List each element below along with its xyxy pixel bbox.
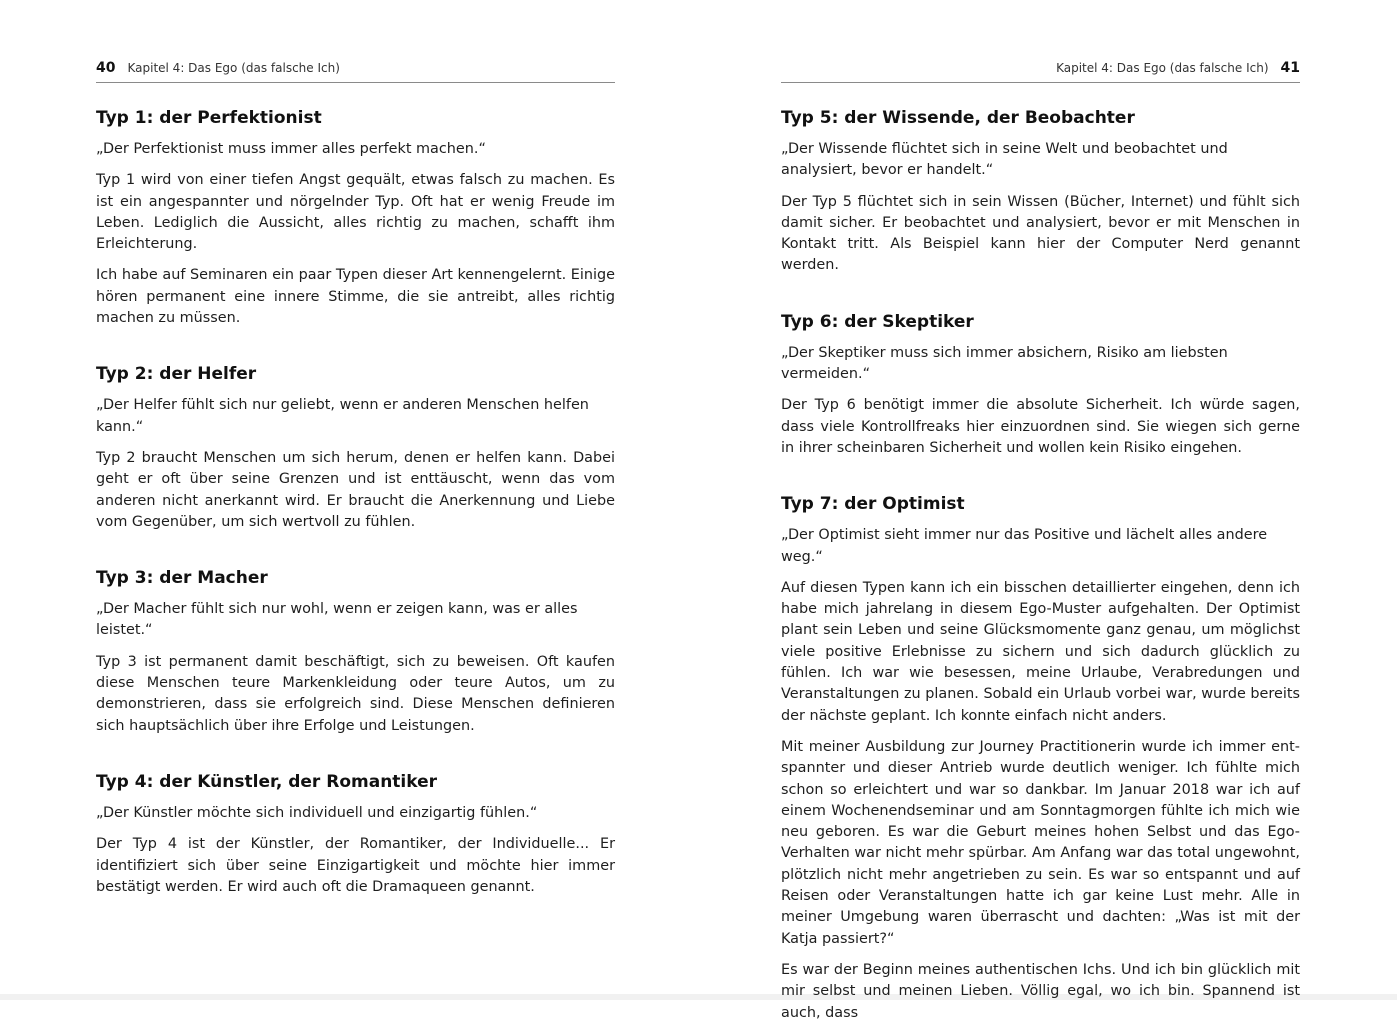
section-typ-7 bbox=[781, 493, 1300, 1024]
right-page bbox=[781, 60, 1300, 1024]
section-heading: Typ 4: der Künstler, der Romantiker bbox=[96, 771, 438, 792]
page-number: 41 bbox=[1280, 60, 1300, 76]
running-head bbox=[781, 60, 1300, 83]
paragraph: Der Typ 5 flüchtet sich in sein Wissen (Bücher, Internet) und fühlt sich damit sicher. Er beobachtet und analysiert, bevor er mit Menschen in Kontakt tritt. Als Beispiel kann hier der Computer Nerd genannt werden. bbox=[781, 193, 1300, 274]
section-heading: Typ 6: der Skeptiker bbox=[781, 311, 974, 332]
section-heading: Typ 5: der Wissende, der Beobachter bbox=[781, 108, 1135, 128]
section-heading: Typ 3: der Macher bbox=[96, 568, 268, 589]
section-quote: „Der Macher fühlt sich nur wohl, wenn er zeigen kann, was er alles leistet.“ bbox=[96, 601, 578, 639]
paragraph: Es war der Beginn meines authentischen Ichs. Und ich bin glücklich mit mir selbst und meinen Lieben. Völlig egal, wo ich bin. Spannend ist auch, dass bbox=[781, 961, 1300, 1021]
section-quote: „Der Helfer fühlt sich nur geliebt, wenn er anderen Menschen helfen kann.“ bbox=[96, 397, 589, 435]
running-head bbox=[96, 60, 615, 83]
section-typ-4 bbox=[96, 771, 615, 898]
paragraph: Mit meiner Ausbildung zur Journey Practitionerin wurde ich immer entspannter und dieser Antrieb wurde deutlich weniger. Ich fühlte mich schon so erleichtert und war so dankbar. Im Januar 2018 war ich auf einem Wochenendseminar und am Sonntagmorgen fühlte ich mich wie neu geboren. Es war die Geburt meines hohen Selbst und das Ego-Verhalten war nicht mehr spürbar. Am Anfang war das total ungewohnt, plötzlich nicht mehr angetrieben zu sein. Es war so entspannt und auf Reisen oder Veranstaltungen hatte ich gar keine Lust mehr. Alle in meiner Umgebung waren überrascht und dachten: „Was ist mit der Katja passiert?“ bbox=[781, 738, 1300, 947]
paragraph: Typ 3 ist permanent damit beschäftigt, sich zu beweisen. Oft kaufen diese Menschen teure Markenkleidung oder teure Autos, um zu demonstrieren, dass sie erfolgreich sind. Diese Menschen definieren sich hauptsächlich über ihre Erfolge und Leistungen. bbox=[96, 653, 615, 734]
paragraph: Ich habe auf Seminaren ein paar Typen dieser Art kennengelernt. Einige hören permanent eine innere Stimme, die sie antreibt, alles richtig machen zu müssen. bbox=[96, 267, 615, 327]
section-typ-5 bbox=[781, 107, 1300, 277]
page-number: 40 bbox=[96, 60, 116, 76]
paragraph: Der Typ 4 ist der Künstler, der Romantiker, der Individuelle... Er identifiziert sich über seine Einzigartigkeit und möchte hier immer bestätigt werden. Er wird auch oft die Dramaqueen genannt. bbox=[96, 836, 615, 895]
section-quote: „Der Künstler möchte sich individuell und einzigartig fühlen.“ bbox=[96, 804, 538, 821]
section-typ-3 bbox=[96, 567, 615, 737]
section-quote: „Der Perfektionist muss immer alles perfekt machen.“ bbox=[96, 141, 486, 157]
paragraph: Der Typ 6 benötigt immer die absolute Sicherheit. Ich würde sagen, dass viele Kontrollfreaks hier einzuordnen sind. Sie wiegen sich gerne in ihrer scheinbaren Sicherheit und wollen kein Risiko eingehen. bbox=[781, 397, 1300, 456]
section-typ-2 bbox=[96, 363, 615, 533]
left-page bbox=[96, 60, 615, 898]
page-content bbox=[96, 107, 615, 898]
chapter-title: Kapitel 4: Das Ego (das falsche Ich) bbox=[1056, 61, 1269, 75]
section-quote: „Der Wissende flüchtet sich in seine Welt und beobachtet und analysiert, bevor er handelt.“ bbox=[781, 141, 1228, 179]
section-typ-1 bbox=[96, 107, 615, 329]
section-typ-6 bbox=[781, 311, 1300, 459]
paragraph: Typ 2 braucht Menschen um sich herum, denen er helfen kann. Dabei geht er oft über seine Grenzen und ist enttäuscht, wenn das vom anderen nicht anerkannt wird. Er braucht die Anerkennung und Liebe vom Gegenüber, um sich wertvoll zu fühlen. bbox=[96, 449, 615, 530]
paragraph: Auf diesen Typen kann ich ein bisschen detaillierter eingehen, denn ich habe mich jahrelang in diesem Ego-Muster aufgehalten. Der Optimist plant sein Leben und seine Glücksmomente ganz genau, um möglichst viele positive Erlebnisse zu sichern und sich dadurch glücklich zu fühlen. Ich war wie besessen, meine Urlaube, Verabredungen und Veranstaltungen zu planen. Sobald ein Urlaub vorbei war, wurde bereits der nächste geplant. Ich konnte einfach nicht anders. bbox=[781, 579, 1300, 724]
section-heading: Typ 1: der Perfektionist bbox=[96, 108, 322, 128]
section-heading: Typ 2: der Helfer bbox=[96, 364, 257, 385]
section-quote: „Der Skeptiker muss sich immer absichern, Risiko am liebsten vermeiden.“ bbox=[781, 344, 1228, 383]
page-content bbox=[781, 107, 1300, 1024]
section-quote: „Der Optimist sieht immer nur das Positive und lächelt alles andere weg.“ bbox=[781, 527, 1268, 565]
section-heading: Typ 7: der Optimist bbox=[781, 494, 965, 515]
paragraph: Typ 1 wird von einer tiefen Angst gequält, etwas falsch zu machen. Es ist ein angespannter und nörgelnder Typ. Oft hat er wenig Freude im Leben. Lediglich die Aussicht, alles richtig zu machen, schafft ihm Erleichterung. bbox=[96, 172, 615, 253]
chapter-title: Kapitel 4: Das Ego (das falsche Ich) bbox=[127, 61, 340, 75]
